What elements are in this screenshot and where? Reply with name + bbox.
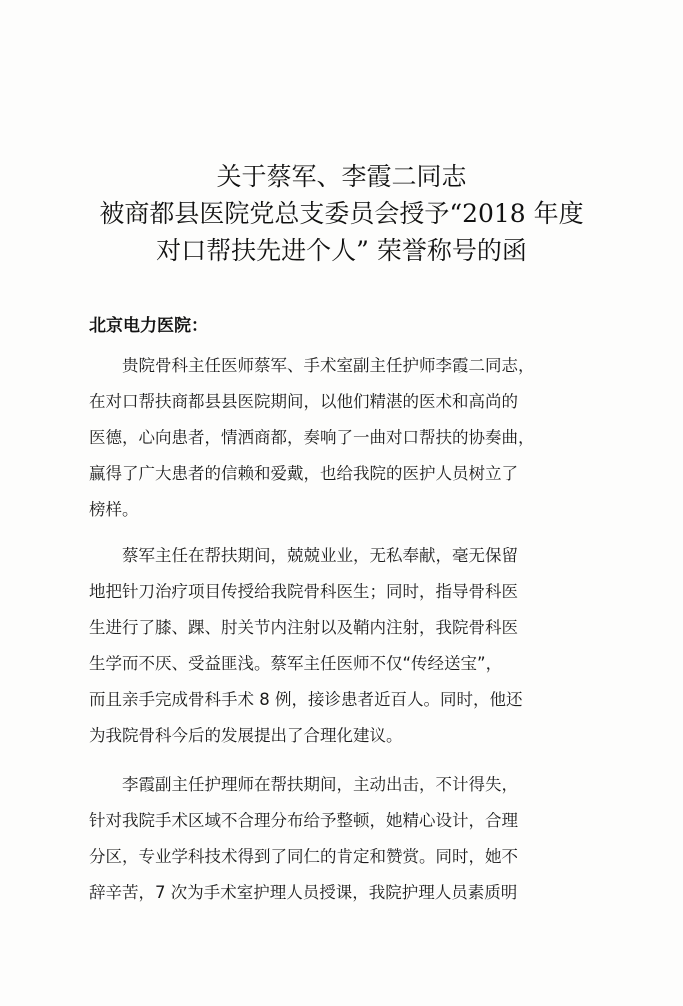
paragraph-line: 贵院骨科主任医师蔡军、手术室副主任护师李霞二同志， [122, 356, 535, 375]
paragraph-line: 地把针刀治疗项目传授给我院骨科医生；同时，指导骨科医 [89, 582, 518, 601]
paragraph-line: 医德，心向患者，情洒商都，奏响了一曲对口帮扶的协奏曲， [89, 428, 535, 447]
document-title [0, 158, 683, 269]
salutation: 北京电力医院： [89, 316, 208, 336]
paragraph-line: 生进行了膝、踝、肘关节内注射以及鞘内注射，我院骨科医 [89, 618, 518, 637]
paragraph-line: 辞辛苦，7 次为手术室护理人员授课，我院护理人员素质明 [89, 883, 518, 902]
paragraph-3 [89, 767, 599, 911]
paragraph-line: 为我院骨科今后的发展提出了合理化建议。 [89, 726, 403, 745]
paragraph-line: 在对口帮扶商都县县医院期间，以他们精湛的医术和高尚的 [89, 392, 518, 411]
title-line-2: 被商都县医院党总支委员会授予“2018 年度 [99, 199, 584, 228]
paragraph-line: 蔡军主任在帮扶期间，兢兢业业，无私奉献，毫无保留 [122, 546, 518, 565]
paragraph-line: 生学而不厌、受益匪浅。蔡军主任医师不仅“传经送宝”， [89, 654, 503, 673]
paragraph-line: 李霞副主任护理师在帮扶期间，主动出击，不计得失， [122, 775, 518, 794]
paragraph-line: 分区，专业学科技术得到了同仁的肯定和赞赏。同时，她不 [89, 847, 518, 866]
paragraph-line: 针对我院手术区域不合理分布给予整顿，她精心设计，合理 [89, 811, 518, 830]
paragraph-line: 而且亲手完成骨科手术 8 例，接诊患者近百人。同时，他还 [89, 690, 523, 709]
title-line-1: 关于蔡军、李霞二同志 [216, 162, 467, 191]
paragraph-2 [89, 538, 599, 754]
paragraph-line: 榜样。 [89, 500, 139, 519]
paragraph-1 [89, 348, 599, 528]
title-line-3: 对口帮扶先进个人” 荣誉称号的函 [156, 236, 527, 265]
paragraph-line: 赢得了广大患者的信赖和爱戴，也给我院的医护人员树立了 [89, 464, 518, 483]
